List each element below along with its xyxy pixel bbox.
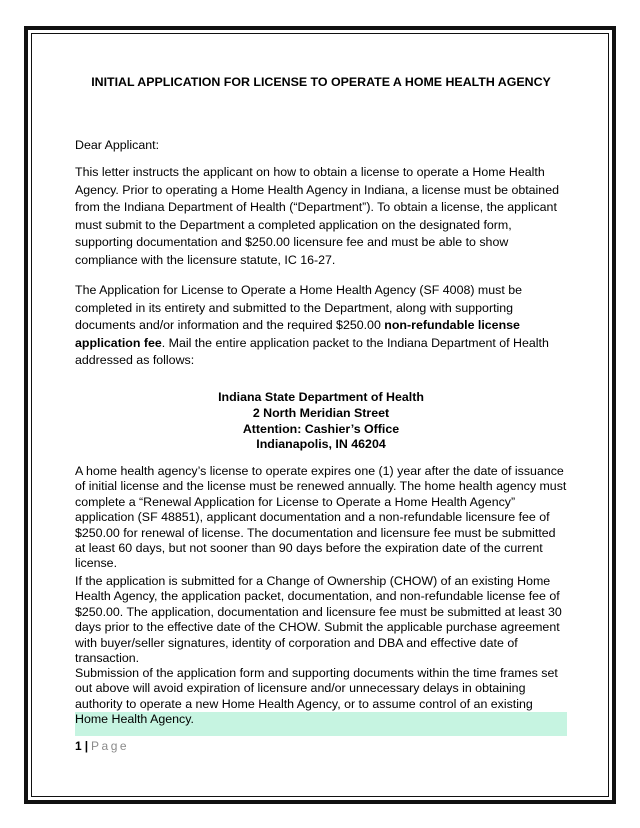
footer-separator: |: [84, 739, 89, 753]
paragraph-intro: This letter instructs the applicant on how to obtain a license to operate a Home Health Agency. Prior to operating a Home Health Agency in Indiana, a license must be obtained from the Indiana Department of Health (“Department”). To obtain a license, the applicant must submit to the Department a completed application on the designated form, supporting documentation and $250.00 licensure fee and must be able to show compliance with the licensure statute, IC 16-27.: [75, 165, 559, 267]
paragraph-chow: If the application is submitted for a Change of Ownership (CHOW) of an existing Home Health Agency, the application packet, documentation, and non-refundable license fee of $250.00. The application, documentation and licensure fee must be submitted at least 30 days prior to the effective date of the CHOW. Submit the applicable purchase agreement with buyer/seller signatures, identity of corporation and DBA and effective date of transaction.: [75, 574, 562, 666]
paragraph-application-text-a: The Application for License to Operate a Home Health Agency (SF 4008) must be completed in its entirety and submitted to the Department, along with supporting documents and/or information and the required $250.00: [75, 283, 522, 333]
page-number: 1: [75, 739, 82, 753]
paragraph-application-bold: non-refundable license application fee: [75, 318, 520, 350]
paragraph-renewal: A home health agency’s license to operate expires one (1) year after the date of issuance of initial license and the license must be renewed annually. The home health agency must complete a “Renewal Application for License to Operate a Home Health Agency” application (SF 48851), applicant documentation and a non-refundable licensure fee of $250.00 for renewal of license. The documentation and licensure fee must be submitted at least 60 days, but not sooner than 90 days before the expiration date of the current license.: [75, 464, 567, 571]
salutation: Dear Applicant:: [75, 138, 160, 152]
document-title: INITIAL APPLICATION FOR LICENSE TO OPERATE A HOME HEALTH AGENCY: [91, 75, 551, 89]
address-line-4: Indianapolis, IN 46204: [256, 437, 386, 452]
paragraph-application: [75, 282, 567, 370]
address-line-3: Attention: Cashier’s Office: [242, 421, 400, 436]
address-line-1: Indiana State Department of Health: [218, 390, 424, 404]
page-label: Page: [91, 739, 130, 753]
paragraph-application-text-b: . Mail the entire application packet to the Indiana Department of Health addressed as follows:: [75, 335, 549, 368]
paragraph-submission: Submission of the application form and supporting documents within the time frames set out above will avoid expiration of licensure and/or unnecessary delays in obtaining authority to operate a new Home Health Agency, or to assume control of an existing Home Health Agency.: [75, 666, 558, 727]
mailing-address: [75, 390, 567, 453]
page-footer: [75, 739, 129, 753]
address-line-2: 2 North Meridian Street: [252, 405, 390, 420]
